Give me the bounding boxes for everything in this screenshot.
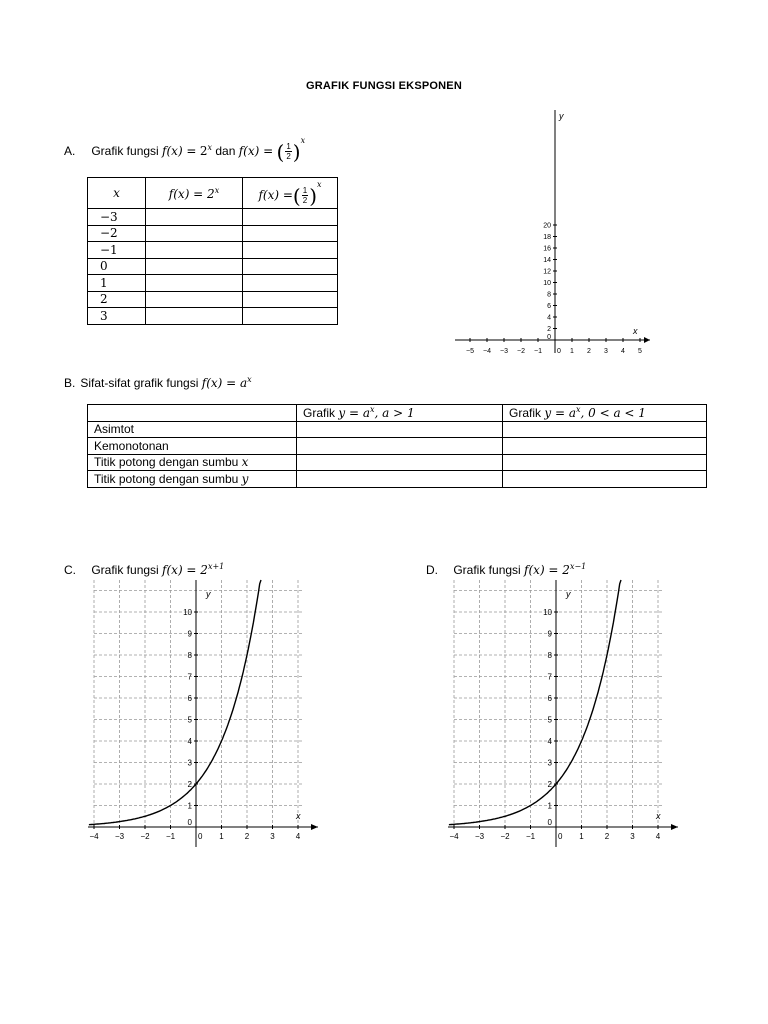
y-tick-label: 20 (543, 222, 551, 230)
answer-cell[interactable] (297, 421, 503, 438)
x-axis-label: x (656, 811, 661, 821)
header-f-2x-label: f(x) = 2 (168, 186, 215, 201)
gx-cell[interactable] (243, 291, 338, 308)
fx-cell[interactable] (146, 209, 243, 226)
function-curve (449, 580, 621, 825)
y-tick-label: 18 (543, 234, 551, 241)
header-empty (88, 405, 297, 422)
value-table (87, 177, 338, 325)
row-text: Titik potong dengan sumbu (94, 455, 239, 470)
section-a-f1: f(x) = (162, 144, 197, 158)
section-a-heading (64, 136, 305, 162)
table-row (88, 258, 338, 275)
col1-exp: x (369, 405, 375, 415)
col1-word: Grafik (303, 406, 336, 421)
y-tick-label: 2 (547, 326, 551, 333)
section-b-text: Sifat-sifat grafik fungsi (80, 376, 199, 390)
graph-d (440, 575, 680, 850)
header-f-2x (146, 178, 243, 209)
col1-cond: , a > 1 (374, 406, 415, 421)
x-tick-label: 0 (557, 348, 561, 355)
section-a-conj: dan (215, 144, 236, 158)
hdr-fraction (302, 186, 308, 205)
y-tick-label: 5 (547, 715, 552, 725)
y-tick-label: 8 (187, 651, 192, 660)
section-b-letter: B. (64, 376, 76, 390)
x-tick-label: −1 (525, 832, 536, 841)
x-tick-label: 4 (621, 348, 625, 355)
gx-cell[interactable] (243, 225, 338, 242)
x-cell: −2 (88, 225, 146, 242)
header-a-lt-1 (503, 405, 707, 422)
x-cell: 1 (88, 275, 146, 292)
row-label-kemonotonan: Kemonotonan (88, 438, 297, 455)
x-tick-label: −2 (140, 832, 150, 841)
answer-cell[interactable] (297, 438, 503, 455)
y-tick-label: 12 (543, 268, 551, 276)
section-a-exp: x (207, 143, 212, 152)
section-a-text: Grafik fungsi (91, 144, 159, 158)
y-tick-label: 4 (187, 737, 192, 746)
section-d-letter: D. (426, 563, 438, 577)
x-tick-label: 3 (630, 832, 635, 841)
y-axis-label: y (559, 111, 564, 121)
col2-exp: x (575, 405, 581, 415)
hdr-right-paren: ) (309, 183, 317, 208)
y-tick-label: 0 (187, 818, 192, 827)
fx-cell[interactable] (146, 242, 243, 259)
answer-cell[interactable] (503, 438, 707, 455)
section-a-exp2: x (300, 136, 306, 145)
gx-cell[interactable] (243, 258, 338, 275)
hdr-exp: x (317, 180, 322, 190)
x-axis-label: x (633, 326, 638, 336)
y-tick-label: 16 (543, 245, 551, 253)
col2-formula: y = a (544, 406, 576, 421)
section-d-formula: f(x) = 2 (524, 563, 570, 577)
header-f-2x-exp: x (214, 185, 220, 195)
fx-cell[interactable] (146, 308, 243, 325)
x-tick-label: −4 (483, 348, 491, 355)
x-tick-label: −2 (500, 832, 510, 841)
section-b-heading (64, 375, 252, 390)
x-axis-label: x (296, 811, 301, 821)
row-text: Titik potong dengan sumbu (94, 471, 239, 486)
function-curve (89, 580, 261, 825)
y-tick-label: 6 (547, 694, 552, 703)
x-tick-label: 1 (570, 348, 574, 355)
table-row (88, 225, 338, 242)
y-tick-label: 6 (547, 303, 551, 310)
hdr-left-paren: ( (292, 183, 301, 208)
section-a-letter: A. (64, 144, 76, 158)
y-tick-label: 5 (187, 715, 192, 725)
table-row (88, 308, 338, 325)
y-tick-label: 9 (547, 629, 552, 639)
section-c-exp: x+1 (207, 562, 225, 571)
y-tick-label: 4 (547, 737, 552, 746)
row-var: y (241, 471, 249, 486)
y-tick-label: 14 (543, 257, 551, 264)
y-tick-label: 4 (547, 314, 551, 322)
x-tick-label: 2 (244, 832, 250, 841)
y-tick-label: 7 (187, 672, 192, 682)
y-tick-label: 1 (547, 801, 552, 811)
x-tick-label: 4 (655, 832, 661, 841)
y-tick-label: 10 (183, 608, 192, 617)
section-c-text: Grafik fungsi (91, 563, 159, 577)
table-row (88, 242, 338, 259)
properties-table (87, 404, 707, 488)
y-tick-label: 10 (543, 608, 552, 617)
y-tick-label: 10 (543, 280, 551, 287)
y-tick-label: 2 (187, 780, 192, 789)
x-cell: 0 (88, 258, 146, 275)
section-d-exp: x−1 (569, 562, 587, 571)
x-tick-label: 1 (219, 832, 224, 841)
right-paren: ) (292, 139, 301, 164)
y-tick-label: 6 (187, 694, 192, 703)
blank-axes (450, 105, 660, 360)
fx-cell[interactable] (146, 225, 243, 242)
fx-cell[interactable] (146, 291, 243, 308)
table-row (88, 438, 707, 455)
x-tick-label: 3 (604, 348, 608, 355)
gx-cell[interactable] (243, 308, 338, 325)
gx-cell[interactable] (243, 275, 338, 292)
section-c-formula: f(x) = 2 (162, 563, 208, 577)
x-axis-arrow (644, 337, 650, 343)
fraction-denominator: 2 (286, 152, 291, 162)
x-tick-label: 2 (587, 348, 591, 355)
answer-cell[interactable] (503, 421, 707, 438)
gx-cell[interactable] (243, 242, 338, 259)
hdr-frac-den: 2 (302, 196, 308, 206)
y-axis-label: y (566, 589, 571, 599)
section-c-letter: C. (64, 563, 76, 577)
x-tick-label: −4 (449, 832, 459, 841)
x-tick-label: 0 (558, 832, 563, 841)
table-row (88, 209, 338, 226)
header-x: x (88, 178, 146, 209)
half-fraction (285, 142, 291, 161)
row-var: x (241, 455, 249, 470)
fraction-numerator: 1 (286, 142, 291, 152)
x-cell: −1 (88, 242, 146, 259)
row-label-sumbu-y (88, 471, 297, 488)
x-cell: 3 (88, 308, 146, 325)
section-a-f2: f(x) = (238, 144, 274, 158)
y-tick-label: 9 (187, 629, 192, 639)
y-tick-label: 3 (547, 758, 552, 768)
y-tick-label: 3 (187, 758, 192, 768)
x-tick-label: −5 (466, 348, 474, 355)
y-tick-label: 1 (187, 801, 192, 811)
left-paren: ( (276, 139, 285, 164)
x-cell: −3 (88, 209, 146, 226)
table-row (88, 471, 707, 488)
table-row (88, 421, 707, 438)
table-row (88, 454, 707, 471)
header-f-half-label: f(x) = (258, 188, 293, 203)
header-a-gt-1 (297, 405, 503, 422)
header-f-half (243, 178, 338, 209)
gx-cell[interactable] (243, 209, 338, 226)
answer-cell[interactable] (297, 471, 503, 488)
table-row (88, 275, 338, 292)
x-axis-arrow (671, 824, 678, 830)
answer-cell[interactable] (297, 454, 503, 471)
answer-cell[interactable] (503, 454, 707, 471)
x-cell: 2 (88, 291, 146, 308)
page-title: GRAFIK FUNGSI EKSPONEN (306, 80, 462, 92)
answer-cell[interactable] (503, 471, 707, 488)
x-tick-label: 1 (579, 832, 584, 841)
section-b-formula: f(x) = a (201, 376, 248, 390)
y-tick-label: 8 (547, 291, 551, 299)
x-tick-label: 5 (638, 348, 642, 355)
section-b-exp: x (247, 375, 252, 384)
x-tick-label: −3 (500, 348, 508, 355)
x-tick-label: 0 (198, 832, 203, 841)
y-tick-label: 0 (547, 818, 552, 827)
table-row (88, 291, 338, 308)
hdr-frac-num: 1 (302, 186, 308, 196)
graph-c (80, 575, 320, 850)
section-a-base: 2 (199, 144, 208, 158)
section-d-text: Grafik fungsi (453, 563, 521, 577)
x-tick-label: −3 (474, 832, 485, 841)
x-tick-label: 4 (295, 832, 301, 841)
x-tick-label: −1 (165, 832, 176, 841)
y-tick-label: 8 (547, 651, 552, 660)
y-axis-label: y (206, 589, 211, 599)
row-label-asimtot: Asimtot (88, 421, 297, 438)
x-tick-label: 3 (270, 832, 275, 841)
y-tick-label: 2 (547, 780, 552, 789)
col1-formula: y = a (338, 406, 370, 421)
y-tick-label: 7 (547, 672, 552, 682)
col2-cond: , 0 < a < 1 (580, 406, 646, 421)
x-tick-label: −2 (517, 348, 525, 355)
x-tick-label: −1 (534, 348, 542, 355)
x-axis-arrow (311, 824, 318, 830)
x-tick-label: −3 (114, 832, 125, 841)
y-tick-label: 0 (547, 334, 551, 341)
col2-word: Grafik (509, 406, 542, 421)
row-label-sumbu-x (88, 454, 297, 471)
x-tick-label: 2 (604, 832, 610, 841)
fx-cell[interactable] (146, 258, 243, 275)
fx-cell[interactable] (146, 275, 243, 292)
x-tick-label: −4 (89, 832, 99, 841)
